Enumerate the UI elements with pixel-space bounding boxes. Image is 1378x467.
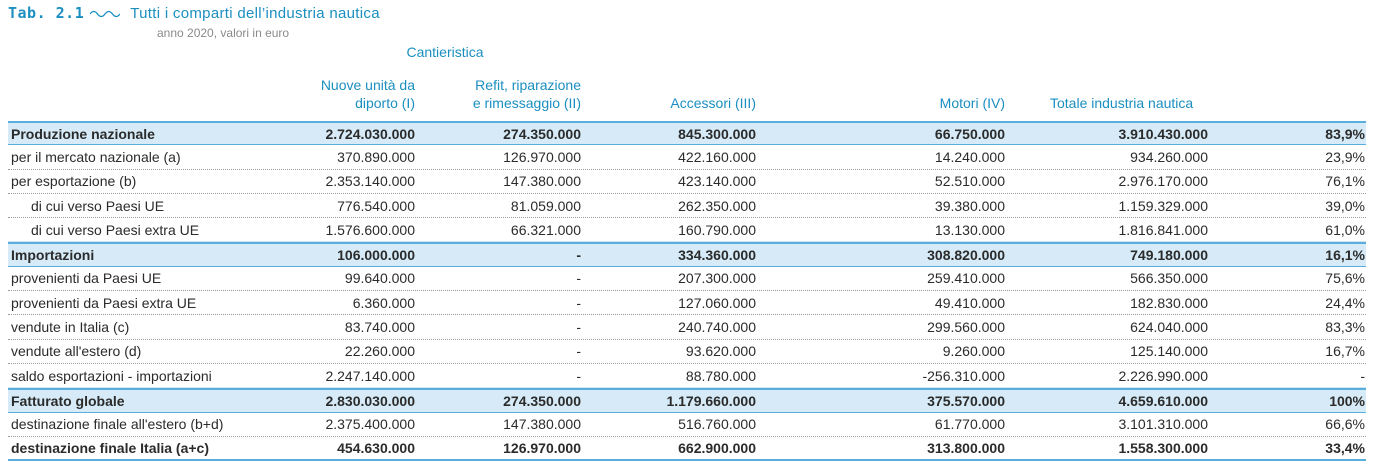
value-cell: 52.510.000 xyxy=(934,173,1005,190)
share-cell: 33,4% xyxy=(1325,440,1365,456)
table-row xyxy=(8,340,1366,364)
value-cell: 14.240.000 xyxy=(934,148,1005,165)
value-cell: 61.770.000 xyxy=(934,416,1005,433)
value-cell: 147.380.000 xyxy=(503,173,581,190)
value-cell: 2.375.400.000 xyxy=(325,416,415,433)
value-cell: 259.410.000 xyxy=(927,270,1005,287)
value-cell: - xyxy=(576,343,581,360)
table-row xyxy=(8,242,1366,266)
table-row xyxy=(8,121,1366,145)
row-label: vendute all'estero (d) xyxy=(11,343,142,360)
value-cell: 2.724.030.000 xyxy=(325,125,415,142)
share-cell: 76,1% xyxy=(1325,173,1365,190)
table-number: Tab. 2.1 xyxy=(8,4,85,22)
row-label: Importazioni xyxy=(11,247,95,264)
value-cell: 66.750.000 xyxy=(934,125,1005,142)
column-header-nuove-unita xyxy=(290,76,415,112)
value-cell: 160.790.000 xyxy=(678,221,756,238)
value-cell: 2.976.170.000 xyxy=(1118,173,1208,190)
share-cell: 75,6% xyxy=(1325,270,1365,287)
table-row xyxy=(8,218,1366,242)
value-cell: 83.740.000 xyxy=(344,319,415,336)
data-table xyxy=(8,121,1366,461)
value-cell: 99.640.000 xyxy=(344,270,415,287)
value-cell: 49.410.000 xyxy=(934,294,1005,311)
value-cell: - xyxy=(576,367,581,384)
row-label: per esportazione (b) xyxy=(11,173,137,190)
value-cell: 845.300.000 xyxy=(678,125,756,142)
value-cell: 370.890.000 xyxy=(337,148,415,165)
value-cell: 126.970.000 xyxy=(503,440,581,456)
share-cell: 16,1% xyxy=(1325,247,1365,264)
value-cell: 66.321.000 xyxy=(510,221,581,238)
table-row xyxy=(8,170,1366,194)
value-cell: 106.000.000 xyxy=(337,247,415,264)
value-cell: 423.140.000 xyxy=(678,173,756,190)
value-cell: 313.800.000 xyxy=(927,440,1005,456)
value-cell: - xyxy=(576,247,581,264)
row-label: per il mercato nazionale (a) xyxy=(11,148,181,165)
value-cell: 422.160.000 xyxy=(678,148,756,165)
row-label: provenienti da Paesi extra UE xyxy=(11,294,197,311)
table-row xyxy=(8,388,1366,412)
share-cell: 39,0% xyxy=(1325,197,1365,214)
column-header-line: Nuove unità da xyxy=(320,77,415,93)
value-cell: 126.970.000 xyxy=(503,148,581,165)
value-cell: 13.130.000 xyxy=(934,221,1005,238)
value-cell: 566.350.000 xyxy=(1130,270,1208,287)
row-label: provenienti da Paesi UE xyxy=(11,270,162,287)
value-cell: 93.620.000 xyxy=(685,343,756,360)
row-label: Produzione nazionale xyxy=(11,125,155,142)
table-row xyxy=(8,291,1366,315)
value-cell: 274.350.000 xyxy=(503,125,581,142)
wave-icon xyxy=(90,8,120,18)
value-cell: 662.900.000 xyxy=(678,440,756,456)
value-cell: 375.570.000 xyxy=(927,392,1005,409)
share-cell: 66,6% xyxy=(1325,416,1365,433)
table-row xyxy=(8,437,1366,461)
value-cell: 299.560.000 xyxy=(927,319,1005,336)
table-row xyxy=(8,267,1366,291)
column-header-line: diporto (I) xyxy=(355,95,415,111)
value-cell: 3.101.310.000 xyxy=(1118,416,1208,433)
share-cell: 83,3% xyxy=(1325,319,1365,336)
value-cell: 4.659.610.000 xyxy=(1118,392,1208,409)
table-row xyxy=(8,315,1366,339)
table-heading: Tutti i comparti dell’industria nautica xyxy=(130,4,380,22)
value-cell: 2.830.030.000 xyxy=(325,392,415,409)
value-cell: 1.816.841.000 xyxy=(1118,221,1208,238)
column-header-refit xyxy=(440,76,581,112)
value-cell: 334.360.000 xyxy=(678,247,756,264)
share-cell: 61,0% xyxy=(1325,221,1365,238)
value-cell: 1.159.329.000 xyxy=(1118,197,1208,214)
row-label: vendute in Italia (c) xyxy=(11,319,130,336)
value-cell: 308.820.000 xyxy=(927,247,1005,264)
value-cell: 81.059.000 xyxy=(510,197,581,214)
value-cell: 88.780.000 xyxy=(685,367,756,384)
value-cell: 2.226.990.000 xyxy=(1118,367,1208,384)
value-cell: 127.060.000 xyxy=(678,294,756,311)
row-label: destinazione finale Italia (a+c) xyxy=(11,440,210,456)
value-cell: 3.910.430.000 xyxy=(1118,125,1208,142)
column-header-motori: Motori (IV) xyxy=(939,95,1005,111)
share-cell: 83,9% xyxy=(1325,125,1365,142)
value-cell: 274.350.000 xyxy=(503,392,581,409)
row-label: di cui verso Paesi extra UE xyxy=(31,221,200,238)
value-cell: - xyxy=(576,319,581,336)
table-row xyxy=(8,364,1366,388)
row-label: di cui verso Paesi UE xyxy=(31,197,165,214)
value-cell: 1.576.600.000 xyxy=(325,221,415,238)
row-label: destinazione finale all'estero (b+d) xyxy=(11,416,224,433)
table-row xyxy=(8,194,1366,218)
value-cell: 9.260.000 xyxy=(942,343,1005,360)
value-cell: 2.353.140.000 xyxy=(325,173,415,190)
value-cell: 182.830.000 xyxy=(1130,294,1208,311)
row-label: saldo esportazioni - importazioni xyxy=(11,367,212,384)
share-cell: - xyxy=(1360,367,1365,384)
table-subtitle: anno 2020, valori in euro xyxy=(157,26,290,40)
share-cell: 100% xyxy=(1329,392,1365,409)
value-cell: 934.260.000 xyxy=(1130,148,1208,165)
value-cell: 147.380.000 xyxy=(503,416,581,433)
share-cell: 24,4% xyxy=(1325,294,1365,311)
group-header-cantieristica: Cantieristica xyxy=(406,44,484,60)
value-cell: 516.760.000 xyxy=(678,416,756,433)
value-cell: 2.247.140.000 xyxy=(325,367,415,384)
value-cell: 262.350.000 xyxy=(678,197,756,214)
share-cell: 16,7% xyxy=(1325,343,1365,360)
value-cell: 39.380.000 xyxy=(934,197,1005,214)
value-cell: 749.180.000 xyxy=(1130,247,1208,264)
column-header-line: e rimessaggio (II) xyxy=(472,95,581,111)
row-label: Fatturato globale xyxy=(11,392,125,409)
value-cell: 454.630.000 xyxy=(337,440,415,456)
column-header-accessori: Accessori (III) xyxy=(670,95,756,111)
value-cell: 207.300.000 xyxy=(678,270,756,287)
value-cell: - xyxy=(576,294,581,311)
value-cell: 6.360.000 xyxy=(352,294,415,311)
column-header-totale: Totale industria nautica xyxy=(1050,95,1194,111)
value-cell: 240.740.000 xyxy=(678,319,756,336)
value-cell: 776.540.000 xyxy=(337,197,415,214)
value-cell: 22.260.000 xyxy=(344,343,415,360)
value-cell: 1.558.300.000 xyxy=(1118,440,1208,456)
share-cell: 23,9% xyxy=(1325,148,1365,165)
table-row xyxy=(8,413,1366,437)
column-header-line: Refit, riparazione xyxy=(475,77,581,93)
value-cell: - xyxy=(576,270,581,287)
table-row xyxy=(8,145,1366,169)
value-cell: -256.310.000 xyxy=(922,367,1005,384)
value-cell: 624.040.000 xyxy=(1130,319,1208,336)
table-title xyxy=(8,3,380,23)
value-cell: 1.179.660.000 xyxy=(666,392,756,409)
value-cell: 125.140.000 xyxy=(1130,343,1208,360)
